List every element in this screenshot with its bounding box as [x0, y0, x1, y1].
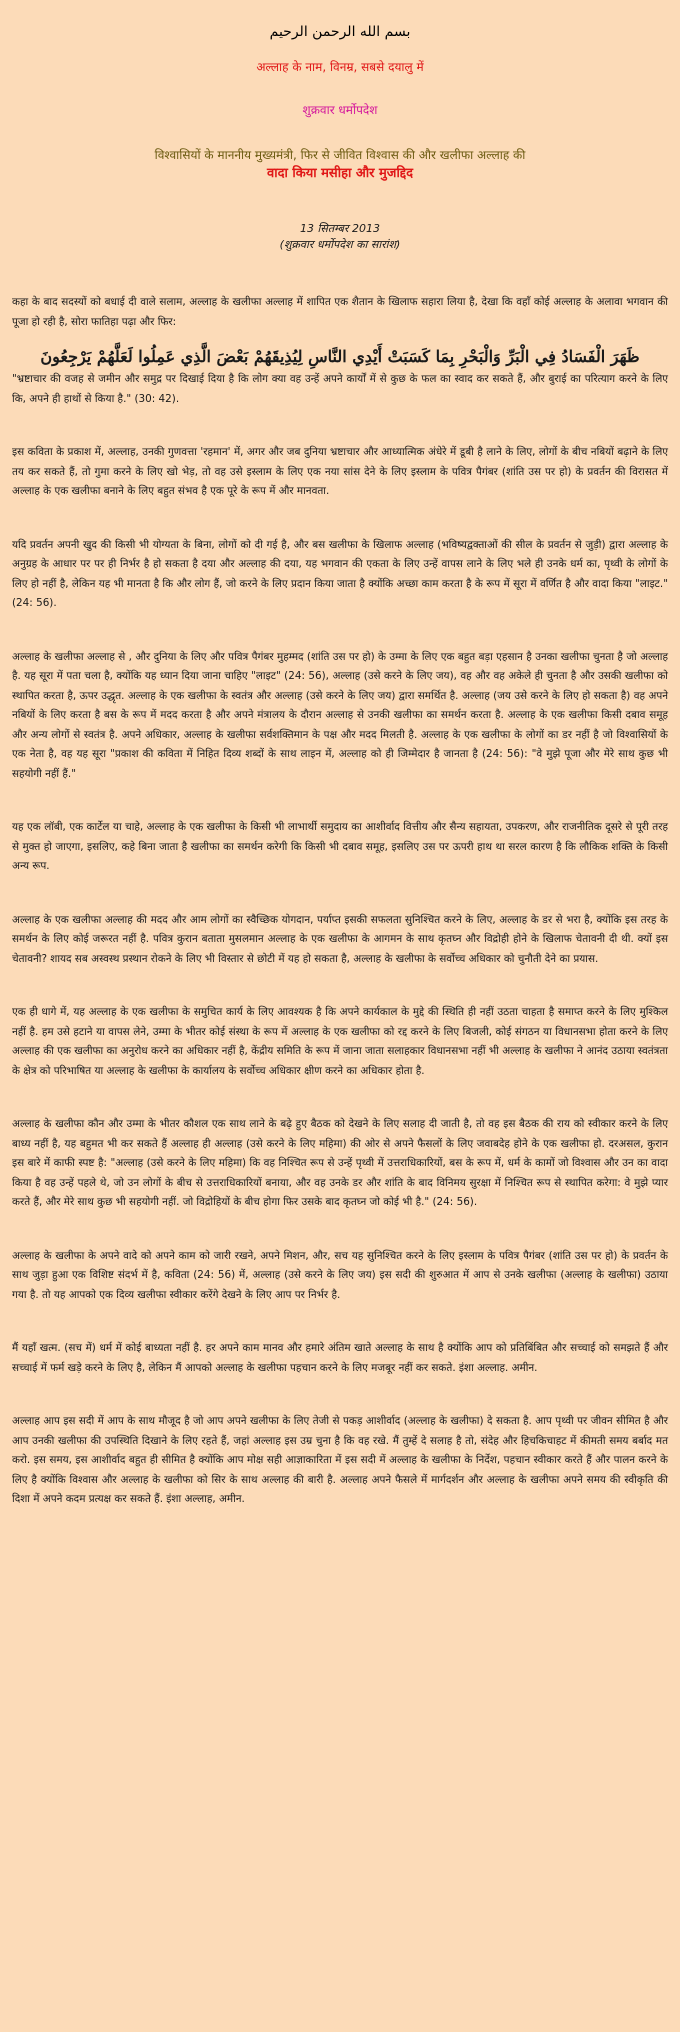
paragraph-9: अल्लाह के खलीफा के अपने वादे को अपने काम को जारी रखने, अपने मिशन, और, सच यह सुनिश्चित करने के लिए इस्लाम के पवित्र पैगंबर (शांति उस पर हो) के प्रवर्तन के साथ जुड़ा हुआ एक विशिष्ट संदर्भ में है, कविता (24: 56) में, अल्लाह (उसे करने के लिए जय) इस सदी की शुरुआत में आप से उनके खलीफा (अल्लाह के खलीफा) उठाया गया है. तो यह आपको एक दिव्य खलीफा स्वीकार करेंगे देखने के लिए आप पर निर्भर है. — [12, 1249, 668, 1301]
bismillah-heading: بسم الله الرحمن الرحيم — [269, 24, 411, 40]
paragraph-8: अल्लाह के खलीफा कौन और उम्मा के भीतर कौशल एक साथ लाने के बढ़े हुए बैठक को देखने के लिए सलाह दी जाती है, तो वह इस बैठक की राय को स्वीकार करने के लिए बाध्य नहीं है, यह बहुमत भी कर सकते हैं अल्लाह ही अल्लाह (उसे करने के लिए महिमा) की ओर से अपने फैसलों के लिए जवाबदेह होने के एक खलीफा हो. दरअसल, कुरान इस बारे में काफी स्पष्ट है: "अल्लाह (उसे करने के लिए महिमा) कि वह निश्चित रूप से उन्हें पृथ्वी में उत्तराधिकारियों, बस के रूप में, धर्म के कामों जो विश्वास और उन का वादा किया है वह उन्हें पहले थे, जो उन लोगों के बीच से उत्तराधिकारियों बनाया, और वह उनके डर और शांति के बाद विनिमय सुरक्षा में निश्चित रूप से स्थापित करेगा: वे मुझे प्यार करते हैं, और मेरे साथ कुछ भी सहयोगी नहीं. जो विद्रोहियों के बीच होगा फिर उसके बाद कृतघ्न जो कोई भी है." (24: 56). — [12, 1118, 668, 1208]
title-line-1: विश्वासियों के माननीय मुख्यमंत्री, फिर से जीवित विश्वास की और खलीफा अल्लाह की — [154, 148, 526, 162]
paragraph-1: "भ्रष्टाचार की वजह से जमीन और समुद्र पर दिखाई दिया है कि लोग क्या वह उन्हें अपने कार्यों में से कुछ के फल का स्वाद कर सकते हैं, और बुराई का परित्याग करने के लिए कि, अपने ही हाथों से किया है." (30: 42). — [12, 373, 668, 405]
paragraph-11: अल्लाह आप इस सदी में आप के साथ मौजूद है जो आप अपने खलीफा के लिए तेजी से पकड़ आशीर्वाद (अल्लाह के खलीफा) दे सकता है. आप पृथ्वी पर जीवन सीमित है और आप उनकी खलीफा की उपस्थिति दिखाने के लिए रहते हैं, जहां अल्लाह इस उम्र चुना है कि वह रखे. मैं तुम्हें दे सलाह है तो, संदेह और हिचकिचाहट में कीमती समय बर्बाद मत करो. इस समय, इस आशीर्वाद बहुत ही सीमित है क्योंकि आप मोक्ष सही आज्ञाकारिता में इस सदी में अल्लाह के खलीफा के निर्देश, पहचान स्वीकार करते हैं और पालन करने के लिए है क्योंकि विश्वास और अल्लाह के खलीफा को सिर के साथ अल्लाह की बारी है. अल्लाह अपने फैसले में मार्गदर्शन और अल्लाह के खलीफा अपने समय की स्वीकृति की दिशा में अपने कदम प्रत्यक्ष कर सकते हैं. इंशा अल्लाह, अमीन. — [12, 1415, 668, 1505]
paragraph-6: अल्लाह के एक खलीफा अल्लाह की मदद और आम लोगों का स्वैच्छिक योगदान, पर्याप्त इसकी सफलता सुनिश्चित करने के लिए, अल्लाह के डर से भरा है, क्योंकि इस तरह के समर्थन के लिए कोई जरूरत नहीं है. पवित्र कुरान बताता मुसलमान अल्लाह के एक खलीफा के आगमन के साथ कृतघ्न और विद्रोही होने के खिलाफ चेतावनी दी थी. क्यों इस चेतावनी? शायद सब अस्वस्थ प्रस्थान रोकने के लिए भी विस्तार से छोटी में यह हो सकता है, अल्लाह के खलीफा के सर्वोच्च अधिकार को चुनौती देने का प्रयास. — [12, 913, 668, 965]
paragraph-3: यदि प्रवर्तन अपनी खुद की किसी भी योग्यता के बिना, लोगों को दी गई है, और बस खलीफा के खिलाफ अल्लाह (भविष्यद्वक्ताओं की सील के प्रवर्तन से जुड़ी) द्वारा अल्लाह के अनुग्रह के आधार पर पर ही निर्भर है हो सकता है दया और अल्लाह की दया, यह भगवान की एकता के लिए उन्हें वापस लाने के लिए भले ही उनके धर्म का, पृथ्वी के लोगों के लिए हो नहीं है, लेकिन यह भी मानता है कि और लोग हैं, जो करने के लिए प्रदान किया जाता है क्योंकि अच्छा काम करता है के रूप में सूरा में वर्णित है और वादा किया "लाइट." (24: 56). — [12, 538, 668, 609]
paragraph-2: इस कविता के प्रकाश में, अल्लाह, उनकी गुणवत्ता 'रहमान' में, अगर और जब दुनिया भ्रष्टाचार और आध्यात्मिक अंधेरे में डूबी है लाने के लिए, लोगों के बीच नबियों बढ़ाने के लिए तय कर सकते हैं, तो गुमा करने के लिए खो भेड़, तो वह उसे इस्लाम के लिए एक नया सांस देने के लिए इस्लाम के पवित्र पैगंबर (शांति उस पर हो) के प्रवर्तन की विरासत में अल्लाह के एक खलीफा बनाने के लिए बहुत संभव है एक पूरे के रूप में और मानवता. — [12, 446, 668, 497]
intro-paragraph: कहा के बाद सदस्यों को बधाई दी वाले सलाम, अल्लाह के खलीफा अल्लाह में शापित एक शैतान के खिलाफ सहारा लिया है, देखा कि वहाँ कोई अल्लाह के अलावा भगवान की पूजा हो रही है, सोरा फातिहा पढ़ा और फिर: — [12, 296, 668, 328]
paragraph-10: मैं यहाँ खत्म. (सच में) धर्म में कोई बाध्यता नहीं है. हर अपने काम मानव और हमारे अंतिम खाते अल्लाह के साथ है क्योंकि आप को प्रतिबिंबित और सच्चाई को समझते हैं और सच्चाई में फर्म खड़े करने के लिए है, लेकिन मैं आपको अल्लाह के खलीफा पहचान करने के लिए मजबूर नहीं कर सकते. इंशा अल्लाह. अमीन. — [12, 1342, 668, 1374]
title-line-2: वादा किया मसीहा और मुजद्दिद — [266, 166, 414, 181]
paragraph-4: अल्लाह के खलीफा अल्लाह से , और दुनिया के लिए और पवित्र पैगंबर मुहम्मद (शांति उस पर हो) के उम्मा के लिए एक बहुत बड़ा एहसान है उनका खलीफा चुनता है जो अल्लाह है. यह सूरा में पता चला है, क्योंकि यह ध्यान दिया जाना चाहिए "लाइट" (24: 56), अल्लाह (उसे करने के लिए जय), वह और वह अकेले ही चुनता है और उसकी खलीफा को स्थापित करता है, ऊपर उद्धृत. अल्लाह के एक खलीफा के स्वतंत्र और अल्लाह (उसे करने के लिए जय) द्वारा समर्थित है. अल्लाह (जय उसे करने के लिए हो सकता है) वह अपने नबियों के लिए करता है बस के रूप में मदद करता है और अपने मंत्रालय के दौरान अल्लाह से उनकी खलीफा का समर्थन करता है. अल्लाह के एक खलीफा किसी दबाव समूह और अन्य लोगों से स्वतंत्र है. अपने अधिकार, अल्लाह के खलीफा सर्वशक्तिमान के पक्ष और मदद मिलती है. अल्लाह के एक खलीफा के लोगों का डर नहीं है जो विश्वासियों के एक नेता है, वह यह सूरा "प्रकाश की कविता में निहित दिव्य शब्दों के साथ लाइन में, अल्लाह को ही जिम्मेदार है जानता है (24: 56): "वे मुझे पूजा और मेरे साथ कुछ भी सहयोगी नहीं हैं." — [12, 650, 668, 780]
sermon-date-subtitle: (शुक्रवार धर्मोपदेश का सारांश) — [279, 238, 401, 251]
sermon-date: 13 सितम्बर 2013 — [300, 222, 380, 235]
sermon-label: शुक्रवार धर्मोपदेश — [302, 103, 378, 117]
paragraph-5: यह एक लॉबी, एक कार्टेल या चाहे, अल्लाह के एक खलीफा के किसी भी लाभार्थी समुदाय का आशीर्वाद वित्तीय और सैन्य सहायता, उपकरण, और राजनीतिक दूसरे से पूरी तरह से मुक्त हो जाएगा, इसलिए, कहे बिना जाता है खलीफा का समर्थन करेगी कि किसी भी दबाव समूह, इसलिए उस पर ऊपरी हाथ था सरल कारण है कि लौकिक शक्ति के किसी अन्य रूप. — [12, 821, 668, 872]
quran-verse: ظَهَرَ الْفَسَادُ فِي الْبَرِّ وَالْبَحْرِ بِمَا كَسَبَتْ أَيْدِي النَّاسِ لِيُذِيقَهُمْ بَعْضَ الَّذِي عَمِلُوا لَعَلَّهُمْ يَرْجِعُونَ — [40, 347, 640, 366]
paragraph-7: एक ही धागे में, यह अल्लाह के एक खलीफा के समुचित कार्य के लिए आवश्यक है कि अपने कार्यकाल के मुद्दे की स्थिति ही नहीं उठता चाहता है समाप्त करने के लिए मुश्किल नहीं है. हम उसे हटाने या वापस लेने, उम्मा के भीतर कोई संस्था के रूप में अल्लाह के एक खलीफा को रद्द करने के लिए बिजली, कोई संगठन या विधानसभा होता करने के लिए अल्लाह की एक खलीफा का अनुरोध करने का अधिकार नहीं है, केंद्रीय समिति के रूप में जाना जाता सलाहकार विधानसभा नहीं भी अल्लाह के खलीफा ने आनंद उठाया स्वतंत्रता के क्षेत्र को परिभाषित या अल्लाह के खलीफा के कार्यालय के सर्वोच्च अधिकार क्षीण करने का अधिकार होता है. — [12, 1006, 668, 1077]
name-line: अल्लाह के नाम, विनम्र, सबसे दयालु में — [256, 60, 424, 74]
